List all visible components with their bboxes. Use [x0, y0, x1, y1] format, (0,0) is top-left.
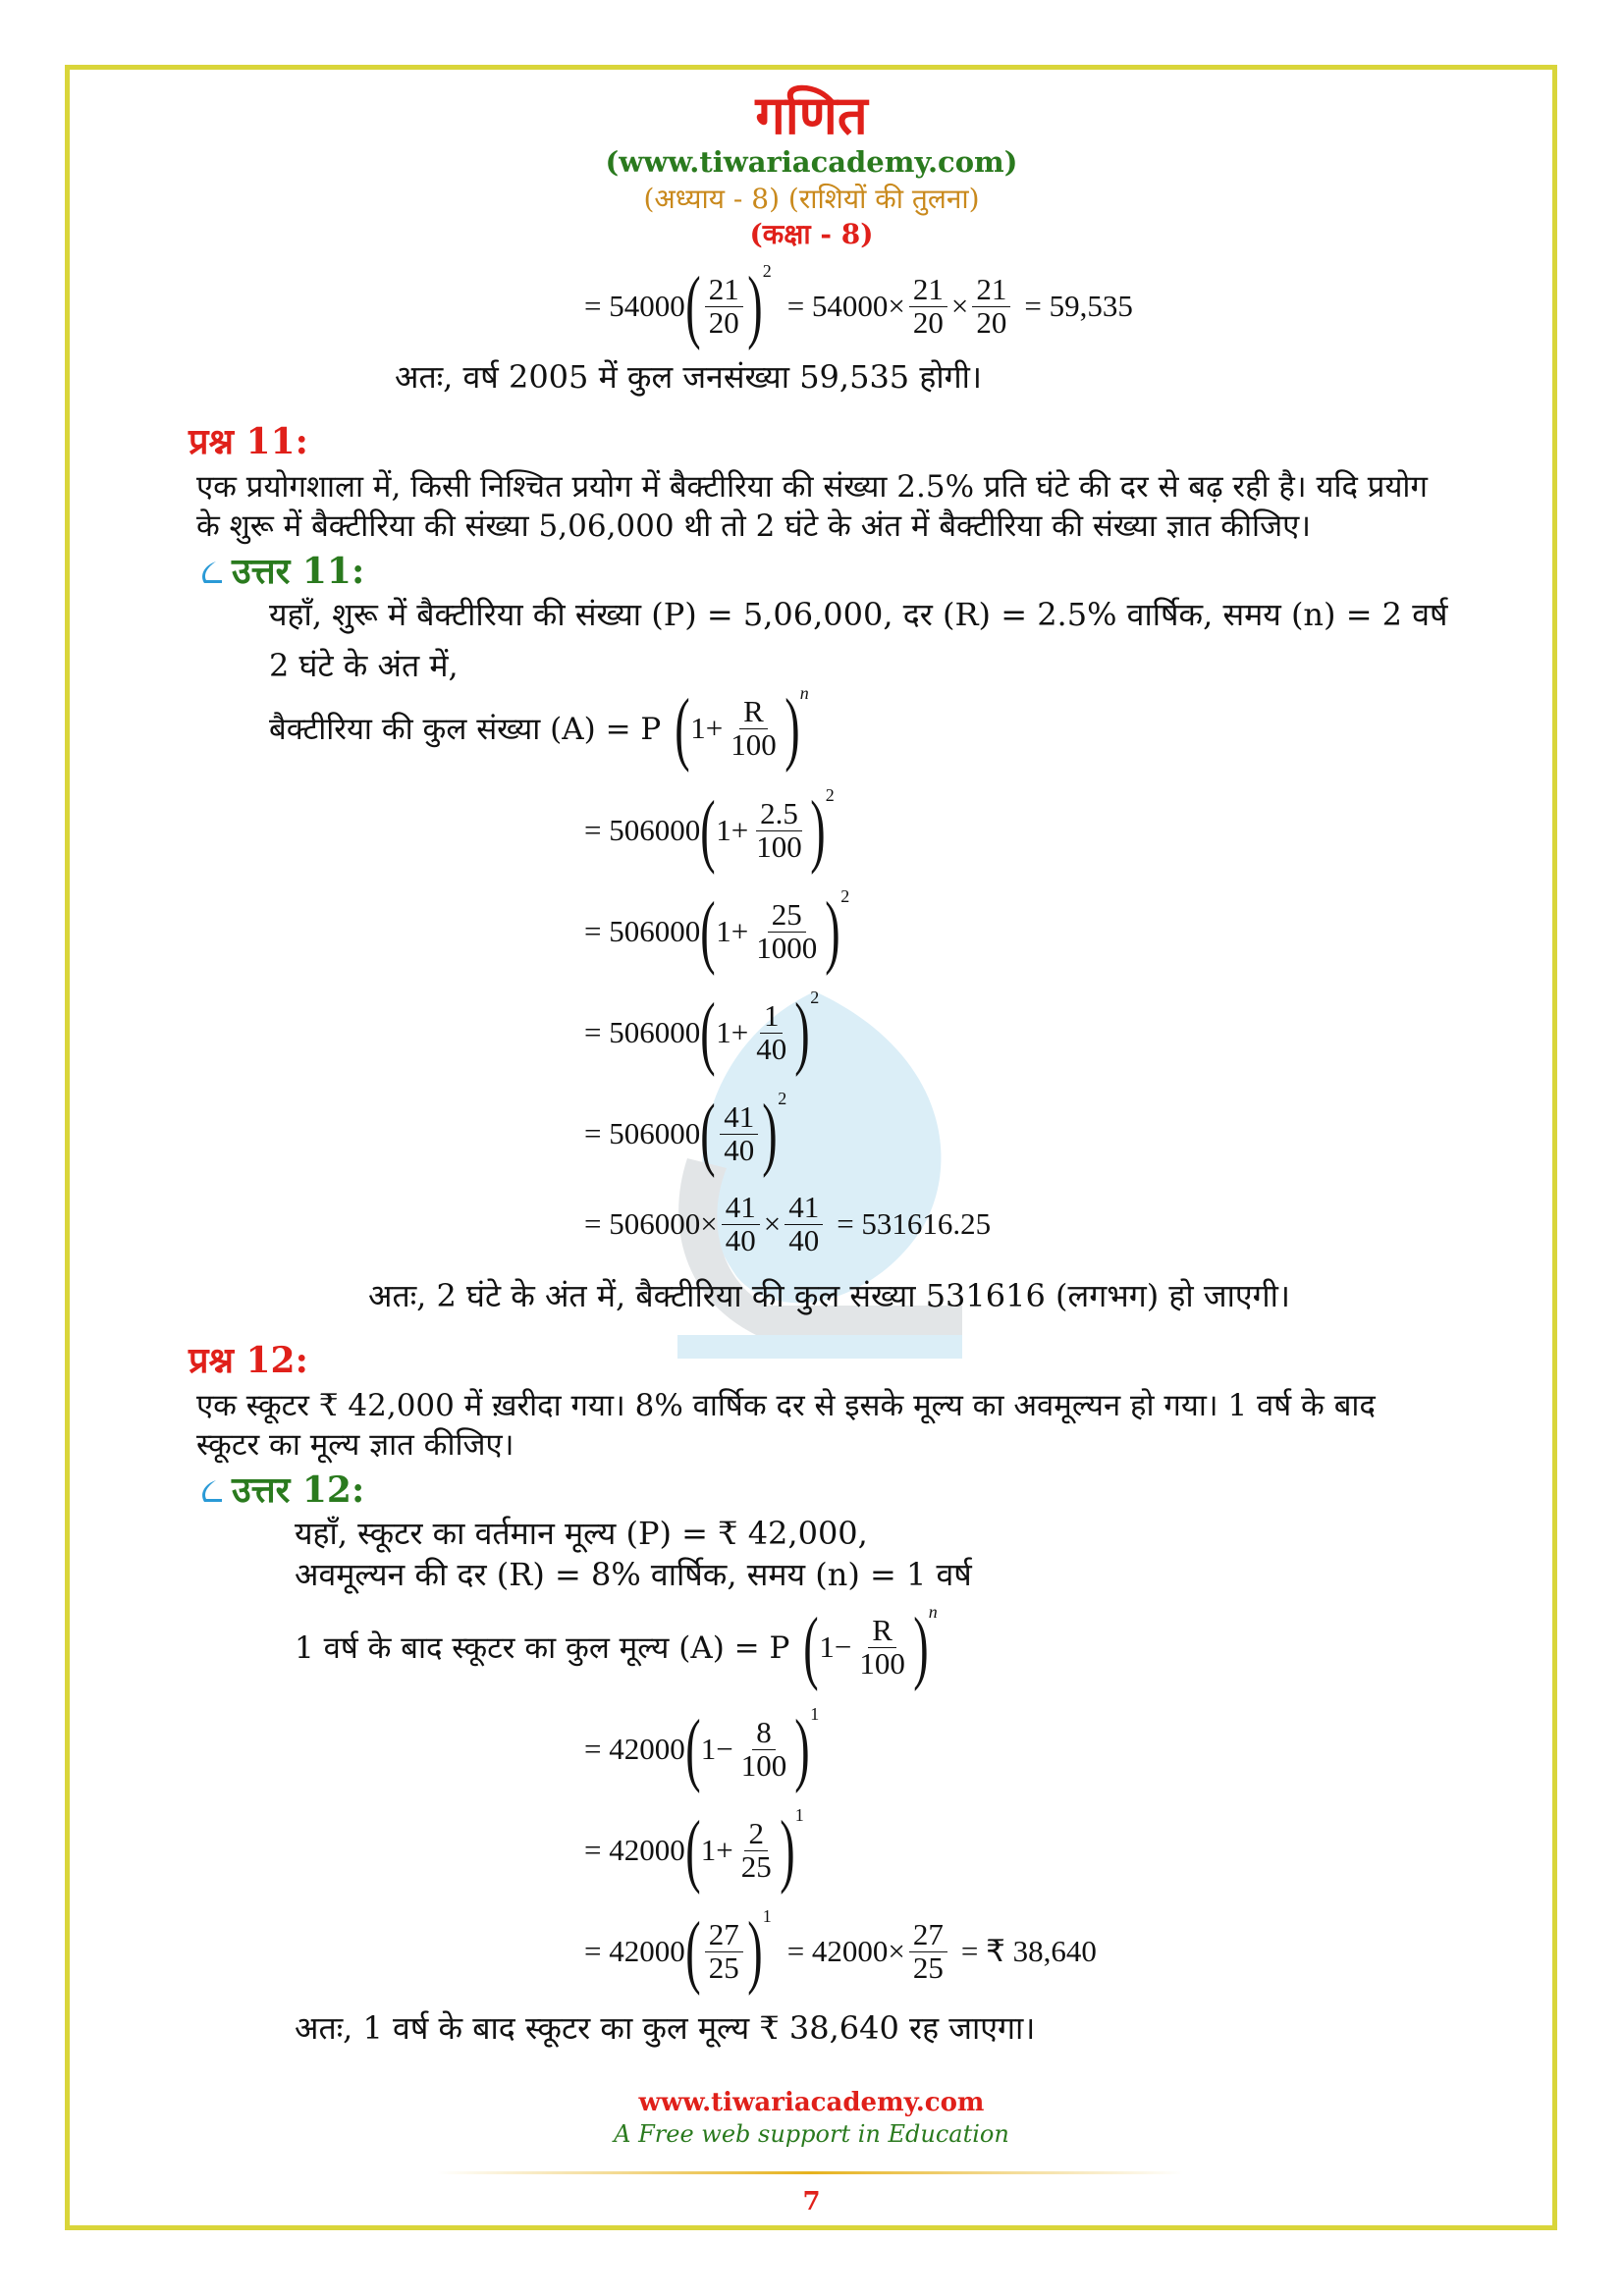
answer-12-heading	[196, 1465, 364, 1513]
fraction	[855, 1612, 909, 1681]
question-11-text-line2: के शुरू में बैक्टीरिया की संख्या 5,06,000 थी तो 2 घंटे के अंत में बैक्टीरिया की संख्या ज्ञात कीजिए।	[196, 508, 1311, 544]
times-sign: ×	[763, 1206, 782, 1242]
exponent: 2	[840, 886, 850, 906]
numerator: 1	[760, 1000, 784, 1034]
paren-open: (	[685, 1804, 701, 1896]
chapter-label: (अध्याय - 8) (राशियों की तुलना)	[643, 183, 980, 215]
numerator: 41	[784, 1192, 823, 1225]
paren-close: )	[794, 987, 810, 1078]
formula-label: 1 वर्ष के बाद स्कूटर का कुल मूल्य (A) = P	[295, 1630, 790, 1666]
exponent: n	[799, 683, 809, 703]
paren-open: (	[700, 987, 716, 1078]
paren-open: (	[700, 784, 716, 876]
paren-open: (	[700, 1088, 716, 1179]
step-result: = ₹ 38,640	[960, 1934, 1097, 1968]
footer-divider	[437, 2171, 1183, 2174]
step-result: = 531616.25	[837, 1206, 992, 1242]
answer-12-step-1	[584, 1703, 820, 1794]
numerator: 41	[720, 1101, 758, 1135]
denominator: 25	[740, 1848, 772, 1884]
one-minus: 1−	[819, 1629, 852, 1664]
paren-close: )	[794, 1703, 810, 1794]
header-website: (www.tiwariacademy.com)	[605, 145, 1018, 179]
question-11-heading: प्रश्न 11:	[189, 421, 308, 462]
question-11-text-line1: एक प्रयोगशाला में, किसी निश्चित प्रयोग में बैक्टीरिया की संख्या 2.5% प्रति घंटे की दर से बढ़ रही है। यदि प्रयोग	[196, 469, 1428, 505]
fraction	[752, 896, 821, 965]
exponent: 1	[762, 1906, 772, 1926]
step-lhs: = 506000	[584, 1015, 701, 1049]
numerator: 27	[909, 1919, 947, 1952]
denominator: 20	[912, 304, 944, 340]
eq-mid: = 54000×	[786, 289, 905, 323]
paren-close: )	[747, 1905, 763, 1997]
paren-close: )	[809, 784, 826, 876]
fraction	[720, 1098, 758, 1167]
denominator: 100	[740, 1747, 787, 1783]
answer-12-given-2: अवमूल्यन की दर (R) = 8% वार्षिक, समय (n) = 1 वर्ष	[295, 1556, 972, 1593]
denominator: 100	[730, 726, 777, 762]
answer-11-step-4	[584, 1088, 787, 1179]
fraction	[909, 271, 947, 340]
one-plus: 1+	[716, 914, 749, 948]
one-plus: 1+	[690, 711, 724, 745]
question-12-heading: प्रश्न 12:	[189, 1340, 308, 1381]
prev-equation	[584, 260, 1133, 351]
paren-open: (	[675, 682, 690, 774]
paren-close: )	[779, 1804, 795, 1896]
answer-12-conclusion: अतः, 1 वर्ष के बाद स्कूटर का कुल मूल्य ₹ 38,640 रह जाएगा।	[295, 2009, 1036, 2047]
step-lhs: = 42000	[584, 1732, 685, 1766]
denominator: 40	[725, 1222, 756, 1257]
fraction	[727, 693, 781, 762]
fraction	[752, 795, 806, 864]
paren-close: )	[747, 260, 763, 351]
times-sign: ×	[950, 289, 969, 323]
numerator: R	[868, 1615, 896, 1648]
paren-open: (	[700, 885, 716, 977]
footer-tagline: A Free web support in Education	[614, 2120, 1009, 2148]
answer-11-step-3	[584, 987, 820, 1078]
answer-11-at-end: 2 घंटे के अंत में,	[269, 647, 459, 684]
question-12-text-line1: एक स्कूटर ₹ 42,000 में ख़रीदा गया। 8% वार्षिक दर से इसके मूल्य का अवमूल्यन हो गया। 1 वर्ष के बाद	[196, 1388, 1376, 1423]
one-plus: 1+	[716, 813, 749, 847]
answer-11-heading	[196, 546, 364, 594]
page-number: 7	[802, 2187, 821, 2216]
exponent: 2	[825, 785, 835, 805]
answer-11-final-step	[584, 1192, 991, 1256]
denominator: 40	[724, 1132, 755, 1167]
denominator: 1000	[756, 930, 818, 965]
numerator: 21	[705, 274, 743, 307]
paren-open: (	[803, 1601, 820, 1692]
eq-lhs: = 54000	[584, 289, 685, 323]
paren-open: (	[685, 1703, 701, 1794]
paren-close: )	[913, 1601, 929, 1692]
exponent: 1	[810, 1704, 820, 1724]
denominator: 20	[976, 304, 1007, 340]
answer-12-formula	[295, 1601, 938, 1692]
numerator: 27	[705, 1919, 743, 1952]
exponent: 2	[810, 988, 820, 1007]
fraction	[784, 1192, 823, 1256]
exponent: 2	[762, 261, 772, 281]
step-mid: = 42000×	[786, 1934, 905, 1968]
step-lhs: = 506000	[584, 1116, 701, 1150]
denominator: 20	[708, 304, 739, 340]
step-lhs: = 506000	[584, 914, 701, 948]
paren-close: )	[762, 1088, 778, 1179]
answer-leaf-icon	[196, 555, 224, 582]
paren-open: (	[685, 260, 701, 351]
step-lhs: = 42000	[584, 1833, 685, 1867]
fraction	[752, 997, 790, 1066]
answer-12-step-2	[584, 1804, 804, 1896]
numerator: 25	[768, 899, 806, 933]
one-plus: 1+	[716, 1015, 749, 1049]
footer-website: www.tiwariacademy.com	[638, 2088, 985, 2117]
numerator: R	[739, 696, 768, 729]
denominator: 40	[756, 1031, 787, 1066]
fraction	[722, 1192, 760, 1256]
page-title: गणित	[755, 83, 868, 146]
numerator: 2.5	[756, 798, 802, 831]
answer-11-label: उत्तर 11:	[232, 551, 365, 592]
paren-open: (	[685, 1905, 701, 1997]
exponent: 1	[794, 1805, 804, 1825]
operator: 1+	[700, 1833, 733, 1867]
paren-close: )	[784, 682, 800, 774]
step-lhs: = 42000	[584, 1934, 685, 1968]
numerator: 21	[909, 274, 947, 307]
step-lhs: = 506000	[584, 813, 701, 847]
fraction	[737, 1815, 776, 1884]
answer-11-formula	[269, 682, 809, 774]
eq-result: = 59,535	[1024, 289, 1133, 323]
answer-12-label: उत्तर 12:	[232, 1469, 365, 1511]
answer-11-step-2	[584, 885, 850, 977]
answer-leaf-icon	[196, 1473, 224, 1501]
numerator: 8	[752, 1717, 776, 1750]
question-12-text-line2: स्कूटर का मूल्य ज्ञात कीजिए।	[196, 1427, 514, 1463]
numerator: 2	[744, 1818, 768, 1851]
formula-label: बैक्टीरिया की कुल संख्या (A) = P	[269, 712, 662, 747]
step-lhs: = 506000×	[584, 1206, 718, 1242]
denominator: 25	[912, 1949, 944, 1985]
exponent: 2	[778, 1089, 787, 1108]
numerator: 41	[722, 1192, 760, 1225]
paren-close: )	[825, 885, 840, 977]
fraction	[705, 1916, 743, 1985]
denominator: 40	[788, 1222, 820, 1257]
answer-12-given-1: यहाँ, स्कूटर का वर्तमान मूल्य (P) = ₹ 42,000,	[295, 1515, 868, 1552]
denominator: 25	[708, 1949, 739, 1985]
denominator: 100	[859, 1645, 905, 1681]
class-label: (कक्षा - 8)	[749, 218, 874, 250]
numerator: 21	[972, 274, 1010, 307]
denominator: 100	[756, 828, 802, 864]
fraction	[705, 271, 743, 340]
prev-conclusion: अतः, वर्ष 2005 में कुल जनसंख्या 59,535 होगी।	[395, 358, 983, 396]
exponent: n	[928, 1602, 938, 1622]
fraction	[737, 1714, 791, 1783]
answer-12-final-step	[584, 1905, 1097, 1997]
fraction	[972, 271, 1010, 340]
answer-11-step-1	[584, 784, 835, 876]
operator: 1−	[700, 1732, 733, 1766]
answer-11-given: यहाँ, शुरू में बैक्टीरिया की संख्या (P) = 5,06,000, दर (R) = 2.5% वार्षिक, समय (n) = 2 वर्ष	[269, 596, 1448, 633]
answer-11-conclusion: अतः, 2 घंटे के अंत में, बैक्टीरिया की कुल संख्या 531616 (लगभग) हो जाएगी।	[368, 1277, 1291, 1314]
fraction	[909, 1916, 947, 1985]
